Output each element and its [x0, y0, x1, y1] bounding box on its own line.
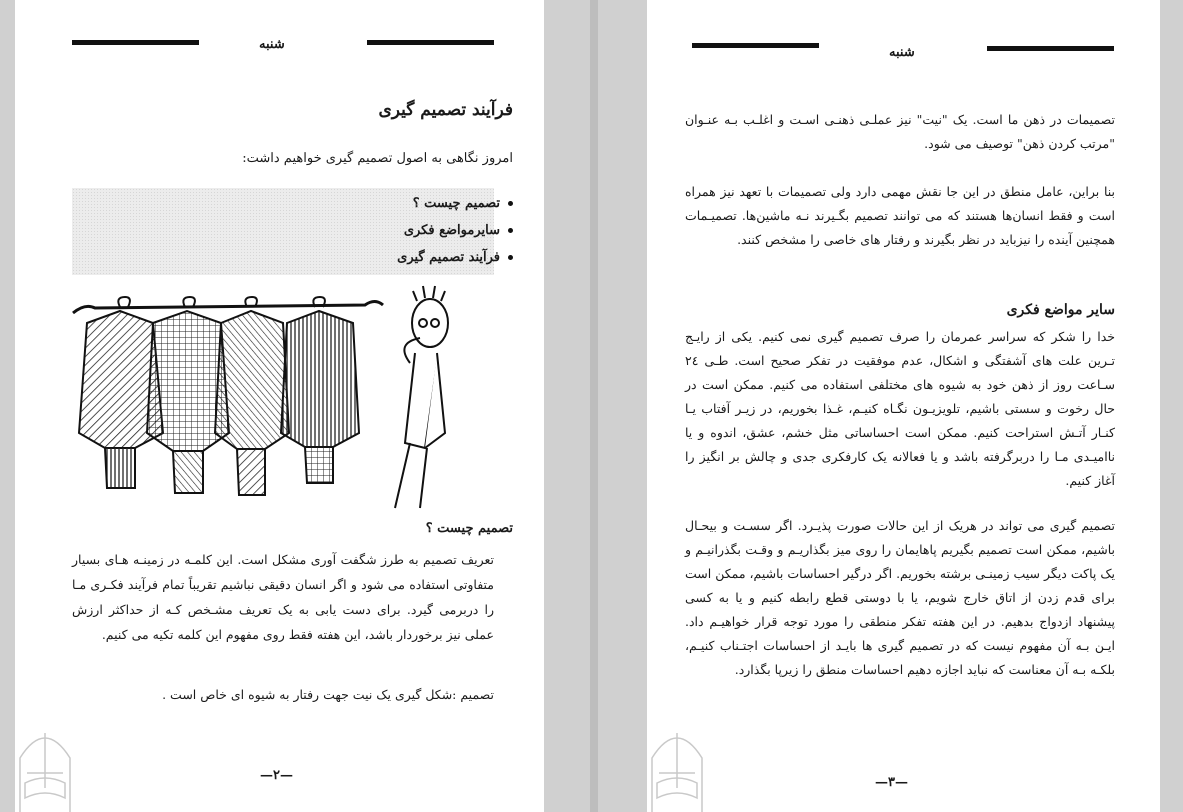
bullet-item: تصمیم چیست ؟ [413, 196, 513, 211]
bullet-item: سایرمواضع فکری [404, 223, 513, 238]
header-rule-right [367, 40, 494, 45]
viewer-margin-left [0, 0, 15, 812]
body-paragraph: تصمیم گیری می تواند در هریک از این حالات صورت پذیـرد. اگر سسـت و بیحـال باشیم، ممکن است تصمیم بگیریم پاهایمان را روی میز بگذاریـم و وقـت بگذرانیـم و یک پاکت دیگر سیب زمینـی برشته بخوریم. اگر درگیر احساسات باشیم، ممکن است برای قدم زدن از اتاق خارج شویم، یا با دوستی قطع رابطه کنیم و یا به کسی پیشنهاد ازدواج بدهیم. در این هفته تفکر منطقی را مورد توجه قرار خواهیـم داد. ایـن بـه آن مفهوم نیست که در تصمیم گیری ها بایـد از احساسات اجتـناب کنیـم، بلکـه بـه آن معناست که نباید اجازه دهیم احساسات منطق را زیرپا بگذارد. [685, 518, 1115, 677]
page-number: —۳— [875, 775, 908, 790]
header-rule-right [987, 46, 1114, 51]
bullet-dot-icon [508, 201, 513, 206]
running-header: شنبه [889, 45, 915, 60]
header-rule-left [72, 40, 199, 45]
bullet-item: فرآیند تصمیم گیری [397, 250, 513, 265]
header-rule-left [692, 43, 819, 48]
library-seal-watermark [647, 718, 707, 812]
running-header: شنبه [259, 37, 285, 52]
body-paragraph: تعریف تصمیم به طرز شگفت آوری مشکل است. این کلمـه در زمینـه هـای بسیار متفاوتی استفاده می شود و اگر انسان دقیقی نباشیم تقریباً تمام فرآیند فکـری مـا را دربرمی گیرد. برای دست یابی به یک تعریف مشـخص کـه از حداکثر ارزش عملی نیز برخوردار باشد، این هفته فقط روی مفهوم این کلمه تکیه می کنیم. [72, 552, 494, 642]
viewer-margin-right [1160, 0, 1183, 812]
page-divider[interactable] [590, 0, 598, 812]
bullet-dot-icon [508, 228, 513, 233]
body-paragraph: بنا براین، عامل منطق در این جا نقش مهمی دارد ولی تصمیمات با تعهد نیز همراه است و فقط انسان‌ها هستند که می توانند تصمیم بگـیرند نـه ماشین‌ها. تصمیـمات همچنین آینده را نیزباید در نظر بگیرند و رفتار های خاصی را مشخص کنند. [685, 184, 1115, 247]
definition-text: تصمیم :شکل گیری یک نیت جهت رفتار به شیوه ای خاص است . [162, 687, 494, 702]
library-seal-watermark [15, 718, 75, 812]
section-heading: تصمیم چیست ؟ [425, 521, 513, 536]
page-left [15, 0, 544, 812]
page-right [647, 0, 1160, 812]
page-number: —۲— [260, 768, 293, 783]
body-paragraph: خدا را شکر که سراسر عمرمان را صرف تصمیم گیری نمی کنیم. یکی از رایـج تـرین علت های آشفتگی و اشکال، عدم موفقیت در تفکر صحیح است. طـی ۲٤ سـاعت روز از ذهن خود به شیوه های مختلفی استفاده می کنیم. ممکن است در حال رخوت و سستی باشیم، تلویزیـون نگـاه کنیـم، غـذا بخوریم، در زیـر آفتاب یـا کنـار آتـش استراحت کنیم. ممکن است احساساتی مثل خشم، عشق، اندوه و یا ناامیـدی مـا را دربرگرفته باشد و یا فعالانه یک کارفکری جدی و چالش بر انگیز را آغاز کنیم. [685, 329, 1115, 488]
page-title: فرآیند تصمیم گیری [378, 100, 513, 120]
intro-text: امروز نگاهی به اصول تصمیم گیری خواهیم داشت: [242, 151, 513, 166]
body-paragraph: تصمیمات در ذهن ما است. یک "نیت" نیز عملـی ذهنـی اسـت و اغلـب بـه عنـوان "مرتب کردن ذهن" توصیف می شود. [685, 112, 1115, 151]
bullet-dot-icon [508, 255, 513, 260]
jackets-rack-illustration [65, 283, 465, 513]
section-heading: سایر مواضع فکری [1006, 302, 1115, 318]
